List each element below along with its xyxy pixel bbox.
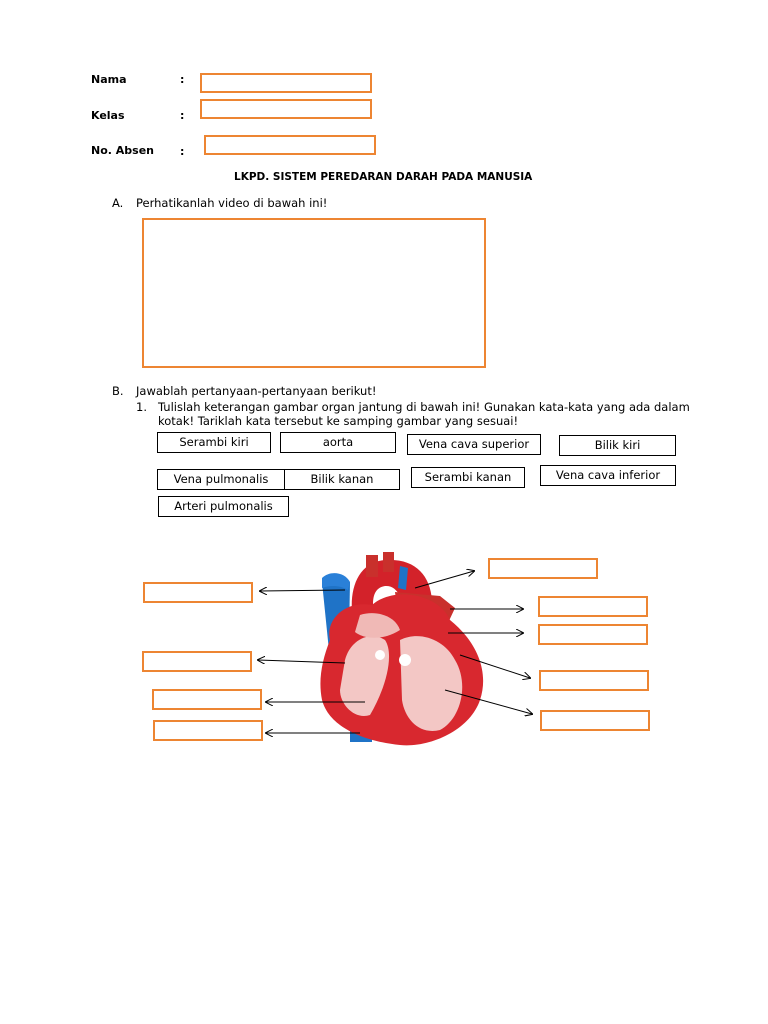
nama-colon: : [180, 73, 185, 86]
nama-label: Nama [91, 73, 127, 86]
answer-box-left-2[interactable] [142, 651, 252, 672]
section-b-marker: B. [112, 384, 124, 398]
word-aorta[interactable]: aorta [280, 432, 396, 453]
word-bilik-kiri[interactable]: Bilik kiri [559, 435, 676, 456]
kelas-label: Kelas [91, 109, 125, 122]
absen-label: No. Absen [91, 144, 154, 157]
page-title: LKPD. SISTEM PEREDARAN DARAH PADA MANUSIA [234, 171, 533, 183]
answer-box-right-2[interactable] [538, 596, 648, 617]
word-serambi-kanan[interactable]: Serambi kanan [411, 467, 525, 488]
section-a-instruction: Perhatikanlah video di bawah ini! [136, 196, 328, 210]
word-arteri-pulmonalis[interactable]: Arteri pulmonalis [158, 496, 289, 517]
word-vena-cava-inferior[interactable]: Vena cava inferior [540, 465, 676, 486]
answer-box-left-4[interactable] [153, 720, 263, 741]
word-bilik-kanan[interactable]: Bilik kanan [284, 469, 400, 490]
word-vena-pulmonalis[interactable]: Vena pulmonalis [157, 469, 285, 490]
word-vena-cava-superior[interactable]: Vena cava superior [407, 434, 541, 455]
question-1-line2: kotak! Tariklah kata tersebut ke samping gambar yang sesuai! [158, 414, 519, 428]
section-b-instruction: Jawablah pertanyaan-pertanyaan berikut! [136, 384, 377, 398]
answer-box-left-3[interactable] [152, 689, 262, 710]
question-1-line1: Tulislah keterangan gambar organ jantung di bawah ini! Gunakan kata-kata yang ada dalam [158, 400, 690, 414]
question-1-marker: 1. [136, 400, 147, 414]
absen-colon: : [180, 145, 185, 158]
answer-box-right-3[interactable] [538, 624, 648, 645]
answer-box-left-1[interactable] [143, 582, 253, 603]
word-serambi-kiri[interactable]: Serambi kiri [157, 432, 271, 453]
answer-box-right-4[interactable] [539, 670, 649, 691]
kelas-colon: : [180, 109, 185, 122]
answer-box-right-1[interactable] [488, 558, 598, 579]
section-a-marker: A. [112, 196, 124, 210]
answer-box-right-5[interactable] [540, 710, 650, 731]
